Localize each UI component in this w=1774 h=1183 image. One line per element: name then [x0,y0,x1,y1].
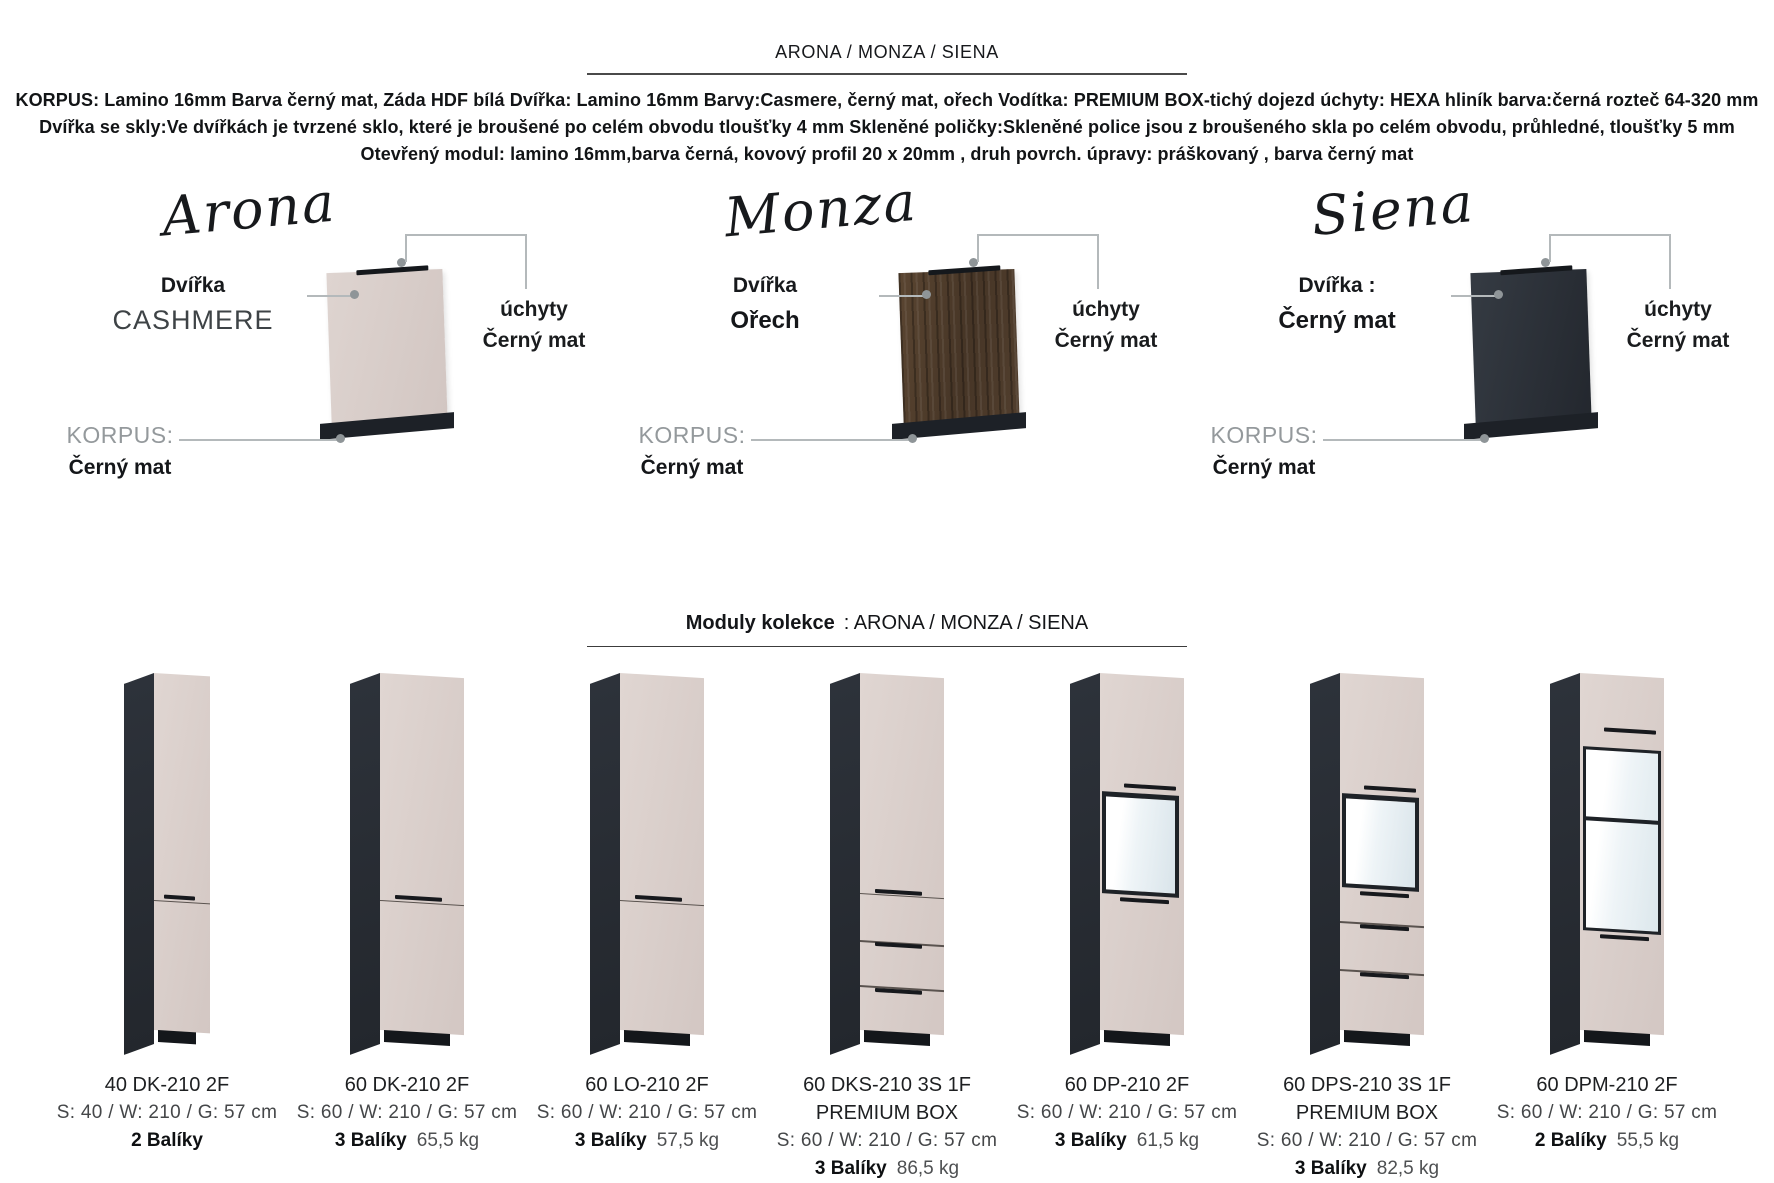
module-label [297,1071,517,1155]
module-3 [534,673,760,1183]
module-code: 60 DKS-210 3S 1F [803,1074,971,1096]
spec-line-3: Otevřený modul: lamino 16mm,barva černá, kovový profil 20 x 20mm , druh povrch. úpravy: práškovaný , barva černý mat [360,144,1414,164]
page-header [0,0,1774,168]
callout-line [1097,234,1099,289]
cabinet-front [1340,673,1424,1035]
korpus-title: KORPUS: [1210,422,1318,448]
module-5 [1014,673,1240,1183]
module-dimensions: S: 60 / W: 210 / G: 57 cm [776,1130,998,1151]
cabinet-side [1550,673,1580,1055]
module-label [1017,1071,1237,1155]
module-packages-line [297,1127,517,1155]
module-code: 60 DP-210 2F [1064,1074,1190,1096]
module-packages-line [1497,1127,1717,1155]
module-weight: 61,5 kg [1136,1130,1200,1151]
handles-value: Černý mat [482,329,586,352]
module-packages: 2 Balíky [131,1130,203,1151]
front-seam [154,900,210,905]
module-packages-line [57,1127,277,1155]
handles-value: Černý mat [1626,329,1730,352]
door-label: Dvířka [732,274,798,297]
module-code: 40 DK-210 2F [104,1074,230,1096]
collection-name: Arona [159,170,339,249]
module-weight: 55,5 kg [1616,1130,1680,1151]
door-finish-label [87,274,299,336]
title-divider [587,73,1187,75]
door-sample [898,269,1019,423]
handles-title: úchyty [1644,298,1712,321]
module-label [777,1071,997,1183]
module-dimensions: S: 60 / W: 210 / G: 57 cm [536,1102,758,1123]
door-sample [326,269,447,423]
module-dimensions: S: 40 / W: 210 / G: 57 cm [56,1102,278,1123]
door-handle-icon [356,265,428,275]
module-code: 60 DK-210 2F [344,1074,470,1096]
cabinet-side [1070,673,1100,1055]
module-packages: 2 Balíky [1534,1130,1607,1151]
module-label [537,1071,757,1155]
module-packages: 3 Balíky [1054,1130,1127,1151]
cabinet-side [830,673,860,1055]
cabinet-front [380,673,464,1035]
module-weight: 86,5 kg [896,1158,960,1179]
korpus-title: KORPUS: [66,422,174,448]
module-weight: 57,5 kg [656,1130,720,1151]
module-label [57,1071,277,1155]
module-6 [1254,673,1480,1183]
handles-value: Černý mat [1054,329,1158,352]
module-packages: 3 Balíky [1294,1158,1367,1179]
handles-title: úchyty [1072,298,1140,321]
korpus-value: Černý mat [640,456,744,479]
modules-title-bold: Moduly kolekce [685,612,835,634]
callout-dot [350,290,359,299]
module-subtitle: PREMIUM BOX [1295,1102,1439,1124]
door-handle-icon [1500,265,1572,275]
callout-line [1549,234,1551,262]
collection-monza [601,169,1173,508]
korpus-label [41,422,199,480]
callout-dot [336,434,345,443]
callout-line [977,234,1098,236]
cabinet [1070,673,1184,1044]
cabinet-side [124,673,154,1055]
cabinet [350,673,464,1044]
module-label [1257,1071,1477,1183]
cabinet-handle-icon [1124,783,1176,790]
cabinet-handle-icon [1364,785,1416,792]
module-7 [1494,673,1720,1183]
cabinet-handle-icon [1600,934,1649,941]
modules-title-rest: : ARONA / MONZA / SIENA [843,612,1089,634]
cabinet-plinth [158,1030,196,1044]
cabinet [590,673,704,1044]
module-packages: 3 Balíky [334,1130,407,1151]
module-weight: 82,5 kg [1376,1158,1440,1179]
callout-dot [922,290,931,299]
door-handle-icon [928,265,1000,275]
callout-dot [908,434,917,443]
module-packages: 3 Balíky [814,1158,887,1179]
oven-niche [1342,793,1419,892]
callout-dot [1480,434,1489,443]
korpus-label [1185,422,1343,480]
cabinet-front [1100,673,1184,1035]
cabinet [124,673,210,1044]
collection-name: Siena [1308,171,1478,248]
callout-line [179,439,341,441]
module-subtitle: PREMIUM BOX [815,1102,959,1124]
callout-line [405,234,526,236]
cabinet-handle-icon [1604,727,1656,734]
module-label [1497,1071,1717,1155]
module-2 [294,673,520,1183]
callout-line [525,234,527,289]
cabinet-front [154,673,210,1033]
korpus-title: KORPUS: [638,422,746,448]
callout-line [405,234,407,262]
display-shelf [1583,816,1661,825]
cabinet-front [860,673,944,1035]
module-1 [54,673,280,1183]
handles-label [1031,298,1181,353]
korpus-value: Černý mat [1212,456,1316,479]
module-code: 60 DPM-210 2F [1536,1074,1678,1096]
door-finish-label [659,274,871,335]
korpus-value: Černý mat [68,456,172,479]
spec-line-1: KORPUS: Lamino 16mm Barva černý mat, Záda HDF bílá Dvířka: Lamino 16mm Barvy:Casmere, černý mat, ořech Vodítka: PREMIUM BOX-tichý dojezd úchyty: HEXA hliník barva:černá rozteč 64-320 mm [15,90,1759,110]
module-4 [774,673,1000,1183]
spec-description [0,87,1774,168]
module-weight: 65,5 kg [416,1130,480,1151]
front-seam [620,900,704,907]
collections-row [0,169,1774,508]
callout-line [1549,234,1670,236]
display-opening [1583,746,1661,935]
cabinet-side [1310,673,1340,1055]
module-code: 60 LO-210 2F [585,1074,709,1096]
callout-line [977,234,979,262]
handles-label [1603,298,1753,353]
cabinet [830,673,944,1044]
cabinet [1310,673,1424,1044]
cabinet-handle-icon [1120,897,1169,904]
handles-title: úchyty [500,298,568,321]
page-title: ARONA / MONZA / SIENA [775,42,999,62]
door-label: Dvířka [160,274,226,297]
module-dimensions: S: 60 / W: 210 / G: 57 cm [1016,1102,1238,1123]
module-packages-line [1017,1127,1237,1155]
callout-line [1669,234,1671,289]
cabinet-front [1580,673,1664,1035]
callout-dot [1494,290,1503,299]
spec-line-2: Dvířka se skly:Ve dvířkách je tvrzené sklo, které je broušené po celém obvodu tloušťky 4 mm Skleněné poličky:Skleněné police jsou z broušeného skla po celém obvodu, průhledné, tloušťky 5 mm [39,117,1735,137]
modules-section-title [0,612,1774,635]
cabinet [1550,673,1664,1044]
oven-niche [1102,791,1179,897]
door-label: Dvířka : [1298,274,1376,297]
callout-line [1323,439,1485,441]
module-dimensions: S: 60 / W: 210 / G: 57 cm [296,1102,518,1123]
cabinet-side [590,673,620,1055]
module-packages: 3 Balíky [574,1130,647,1151]
cabinet-front [620,673,704,1035]
cabinet-handle-icon [1360,891,1409,898]
module-code: 60 DPS-210 3S 1F [1283,1074,1451,1096]
modules-row [0,673,1774,1183]
module-dimensions: S: 60 / W: 210 / G: 57 cm [1256,1130,1478,1151]
front-seam [380,900,464,907]
collection-arona [29,170,601,508]
cabinet-side [350,673,380,1055]
module-packages-line [537,1127,757,1155]
callout-line [751,439,913,441]
door-finish-value: Černý mat [1278,307,1396,334]
door-finish-value: Ořech [730,307,800,334]
module-packages-line [1257,1155,1477,1183]
door-finish-value: CASHMERE [112,305,274,335]
module-packages-line [777,1155,997,1183]
korpus-label [613,422,771,480]
door-sample [1470,269,1591,423]
door-finish-label [1231,274,1443,335]
module-dimensions: S: 60 / W: 210 / G: 57 cm [1496,1102,1718,1123]
collection-siena [1173,171,1745,508]
collection-name: Monza [721,169,920,250]
modules-title-divider [587,646,1187,647]
handles-label [459,298,609,353]
